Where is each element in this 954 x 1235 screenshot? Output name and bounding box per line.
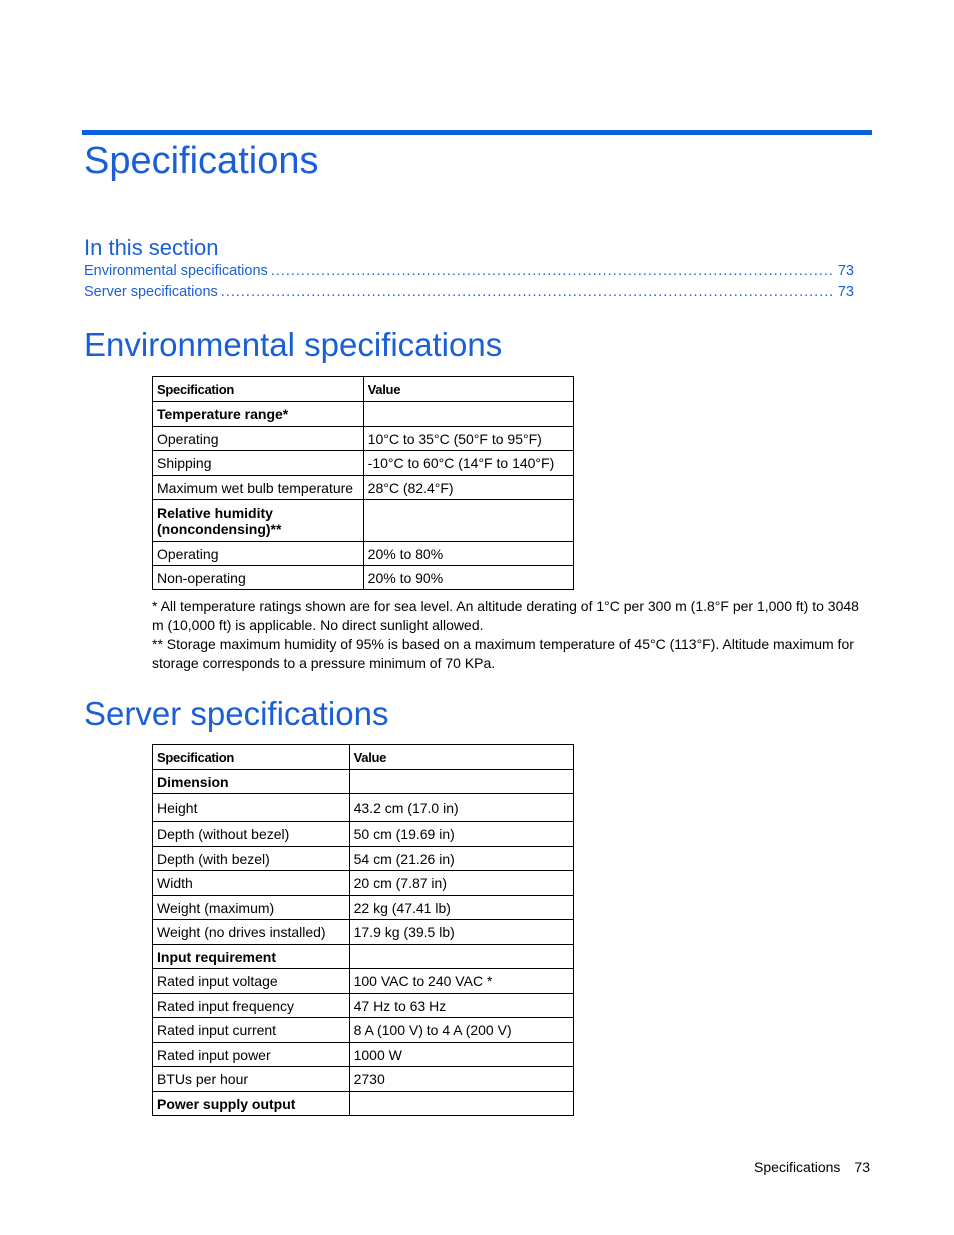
toc-entry-label[interactable]: Environmental specifications — [84, 263, 268, 279]
value-cell: 54 cm (21.26 in) — [349, 847, 573, 871]
table-row — [153, 945, 574, 969]
toc-entry-label[interactable]: Server specifications — [84, 284, 218, 300]
value-cell: 47 Hz to 63 Hz — [349, 994, 573, 1018]
table-row — [153, 451, 574, 476]
footer-section: Specifications — [754, 1159, 841, 1175]
spec-cell: Rated input current — [153, 1018, 350, 1043]
footnote-humidity: ** Storage maximum humidity of 95% is based on a maximum temperature of 45°C (113°F). Altitude maximum for storage corresponds to a pressure minimum of 70 KPa. — [152, 636, 854, 671]
title-rule — [82, 130, 872, 135]
toc-leader — [271, 263, 835, 279]
value-cell: 10°C to 35°C (50°F to 95°F) — [363, 427, 573, 451]
value-cell: 100 VAC to 240 VAC * — [349, 969, 573, 994]
table-row — [153, 847, 574, 871]
table-row — [153, 896, 574, 920]
footer-page-number: 73 — [854, 1159, 870, 1175]
table-row — [153, 1018, 574, 1043]
spec-cell: Shipping — [153, 451, 364, 476]
header-cell: Specification — [153, 377, 364, 402]
spec-cell: Depth (with bezel) — [153, 847, 350, 871]
spec-cell: Depth (without bezel) — [153, 822, 350, 847]
header-cell: Value — [363, 377, 573, 402]
value-cell — [349, 1092, 573, 1116]
table-row — [153, 794, 574, 822]
table-row — [153, 871, 574, 896]
table-row — [153, 920, 574, 945]
spec-cell: Rated input voltage — [153, 969, 350, 994]
spec-cell: Height — [153, 794, 350, 822]
value-cell: 50 cm (19.69 in) — [349, 822, 573, 847]
table-row — [153, 969, 574, 994]
value-cell: 20% to 80% — [363, 542, 573, 566]
environmental-heading: Environmental specifications — [84, 326, 503, 363]
environmental-table — [152, 376, 574, 590]
server-heading: Server specifications — [84, 695, 389, 732]
value-cell — [349, 945, 573, 969]
table-header-row — [153, 745, 574, 770]
table-row — [153, 402, 574, 427]
table-row — [153, 542, 574, 566]
value-cell: 1000 W — [349, 1043, 573, 1067]
value-cell: 22 kg (47.41 lb) — [349, 896, 573, 920]
toc-entry-server[interactable] — [84, 284, 854, 300]
value-cell: 2730 — [349, 1067, 573, 1092]
toc-entry-page[interactable]: 73 — [837, 284, 854, 300]
table-row — [153, 566, 574, 590]
table-row — [153, 476, 574, 500]
spec-cell: Operating — [153, 427, 364, 451]
spec-cell: BTUs per hour — [153, 1067, 350, 1092]
table-row — [153, 994, 574, 1018]
spec-cell: Power supply output — [153, 1092, 350, 1116]
table-header-row — [153, 377, 574, 402]
spec-cell: Rated input frequency — [153, 994, 350, 1018]
table-row — [153, 1067, 574, 1092]
table-row — [153, 1092, 574, 1116]
spec-cell: Temperature range* — [153, 402, 364, 427]
spec-cell: Dimension — [153, 770, 350, 794]
toc-leader — [221, 284, 835, 300]
spec-cell: Input requirement — [153, 945, 350, 969]
page-footer — [754, 1159, 870, 1175]
table-row — [153, 427, 574, 451]
header-cell: Value — [349, 745, 573, 770]
toc-entry-environmental[interactable] — [84, 263, 854, 279]
spec-cell: Maximum wet bulb temperature — [153, 476, 364, 500]
server-table — [152, 744, 574, 1116]
value-cell: 20 cm (7.87 in) — [349, 871, 573, 896]
spec-cell: Relative humidity (noncondensing)** — [153, 500, 364, 542]
header-cell: Specification — [153, 745, 350, 770]
spec-cell: Weight (maximum) — [153, 896, 350, 920]
page-title: Specifications — [84, 140, 319, 182]
value-cell — [363, 500, 573, 542]
footnote-temperature: * All temperature ratings shown are for sea level. An altitude derating of 1°C per 300 m (1.8°F per 1,000 ft) to 3048 m (10,000 ft) is applicable. No direct sunlight allowed. — [152, 598, 859, 633]
value-cell: 28°C (82.4°F) — [363, 476, 573, 500]
value-cell: 43.2 cm (17.0 in) — [349, 794, 573, 822]
spec-cell: Operating — [153, 542, 364, 566]
toc-entry-page[interactable]: 73 — [837, 263, 854, 279]
spec-cell: Rated input power — [153, 1043, 350, 1067]
environmental-footnotes — [152, 597, 872, 673]
value-cell: 8 A (100 V) to 4 A (200 V) — [349, 1018, 573, 1043]
table-row — [153, 822, 574, 847]
spec-cell: Weight (no drives installed) — [153, 920, 350, 945]
value-cell: 20% to 90% — [363, 566, 573, 590]
spec-cell: Width — [153, 871, 350, 896]
table-row — [153, 770, 574, 794]
value-cell: 17.9 kg (39.5 lb) — [349, 920, 573, 945]
in-this-section-heading: In this section — [84, 235, 219, 260]
value-cell — [349, 770, 573, 794]
spec-cell: Non-operating — [153, 566, 364, 590]
table-row — [153, 500, 574, 542]
value-cell: -10°C to 60°C (14°F to 140°F) — [363, 451, 573, 476]
table-row — [153, 1043, 574, 1067]
value-cell — [363, 402, 573, 427]
